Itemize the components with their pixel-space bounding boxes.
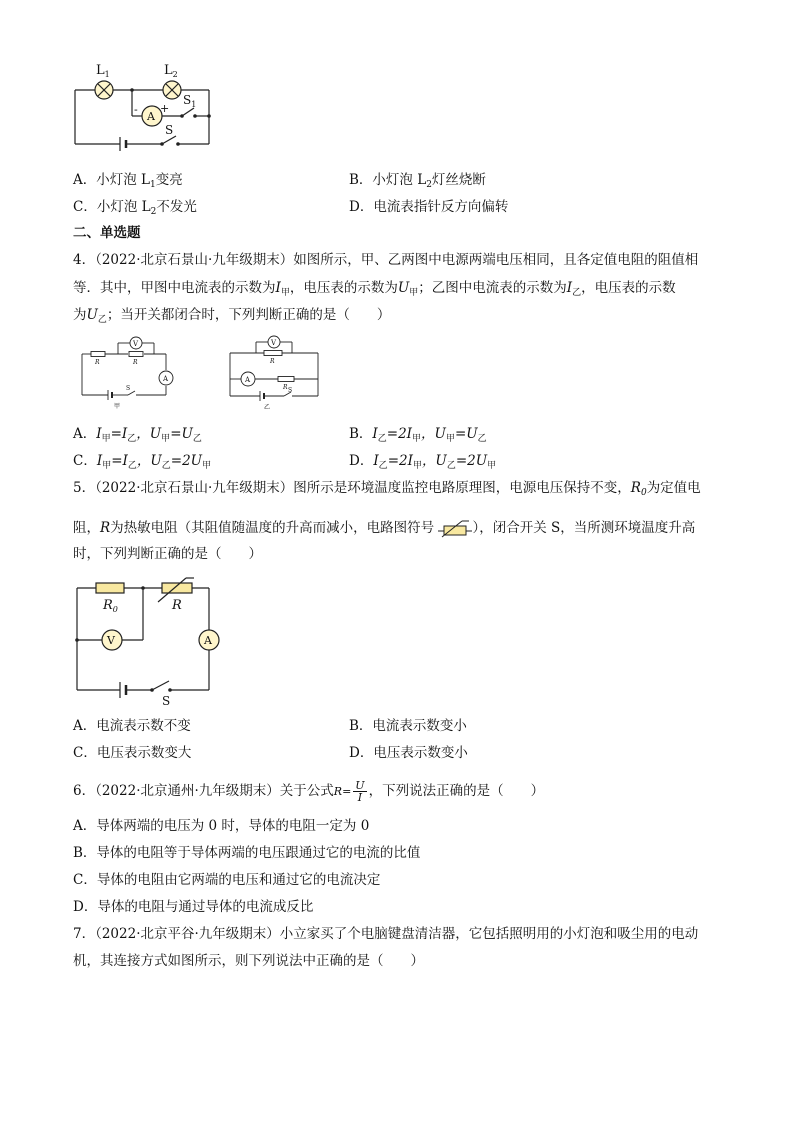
- q6-option-a[interactable]: A．导体两端的电压为 0 时，导体的电阻一定为 0: [73, 818, 370, 834]
- q4-stem-line3: 为$U_乙$；当开关都闭合时，下列判断正确的是（ ）: [73, 307, 391, 325]
- q5-stem-line1: 5．（2022·北京石景山·九年级期末）图所示是环境温度监控电路原理图，电源电压保持不变，$R_0$为定值电: [73, 480, 701, 498]
- lamp-l1: [95, 81, 113, 99]
- svg-text:R: R: [172, 598, 182, 613]
- svg-text:R: R: [283, 384, 288, 391]
- label-minus: -: [134, 103, 138, 116]
- svg-text:A: A: [163, 375, 169, 383]
- svg-text:R: R: [95, 359, 100, 366]
- q3-option-b[interactable]: B．小灯泡 $L_2$灯丝烧断: [349, 172, 486, 190]
- q5-circuit-diagram: [72, 578, 222, 708]
- q5-stem-line3: 时，下列判断正确的是（ ）: [73, 546, 262, 562]
- svg-text:甲: 甲: [114, 403, 121, 410]
- q4-circuit-jia: [78, 332, 178, 410]
- label-plus: +: [160, 102, 170, 115]
- q6-option-b[interactable]: B．导体的电阻等于导体两端的电压跟通过它的电流的比值: [73, 845, 421, 861]
- label-l1: $L_1$: [96, 63, 110, 79]
- q3-circuit-diagram: [70, 58, 220, 163]
- q3-option-c[interactable]: C．小灯泡 $L_2$不发光: [73, 199, 197, 217]
- svg-text:R: R: [270, 358, 275, 365]
- q6-option-c[interactable]: C．导体的电阻由它两端的电压和通过它的电流决定: [73, 872, 381, 888]
- label-s1: $S_1$: [183, 93, 197, 109]
- q4-option-d[interactable]: D．$I_乙=2I_甲$，$U_乙=2U_甲$: [349, 453, 497, 471]
- svg-text:R: R: [133, 359, 138, 366]
- q4-stem-line2: 等．其中，甲图中电流表的示数为$I_甲$，电压表的示数为$U_甲$；乙图中电流表的示数为$I_乙$，电压表的示数: [73, 280, 676, 298]
- q6-option-d[interactable]: D．导体的电阻与通过导体的电流成反比: [73, 899, 314, 915]
- q4-stem-line1: 4．（2022·北京石景山·九年级期末）如图所示，甲、乙两图中电源两端电压相同，且各定值电阻的阻值相: [73, 252, 699, 268]
- svg-text:S: S: [162, 694, 171, 708]
- svg-text:A: A: [245, 376, 251, 384]
- q5-option-b[interactable]: B．电流表示数变小: [349, 718, 467, 734]
- q5-option-c[interactable]: C．电压表示数变大: [73, 745, 192, 761]
- q4-circuit-yi: [226, 332, 326, 410]
- svg-text:A: A: [204, 634, 212, 647]
- q5-option-a[interactable]: A．电流表示数不变: [73, 718, 191, 734]
- svg-text:V: V: [271, 339, 277, 347]
- section-title: 二、单选题: [73, 225, 141, 241]
- q7-stem-line1: 7．（2022·北京平谷·九年级期末）小立家买了个电脑键盘清洁器，它包括照明用的小灯泡和吸尘用的电动: [73, 926, 699, 942]
- resistor-r0: [96, 583, 124, 593]
- q4-option-a[interactable]: A．$I_甲=I_乙$，$U_甲=U_乙$: [73, 426, 202, 444]
- svg-text:V: V: [107, 634, 115, 647]
- svg-text:S: S: [288, 387, 293, 394]
- q4-option-b[interactable]: B．$I_乙=2I_甲$，$U_甲=U_乙$: [349, 426, 487, 444]
- q3-option-d[interactable]: D．电流表指针反方向偏转: [349, 199, 509, 215]
- label-s: S: [165, 123, 174, 137]
- thermistor-r: [162, 583, 192, 593]
- formula-fraction: $\frac{U}{I}$: [355, 779, 365, 804]
- svg-text:S: S: [126, 385, 131, 392]
- svg-text:R0: $R_0$: [103, 598, 118, 614]
- q5-stem-line2: 阻，R为热敏电阻（其阻值随温度的升高而减小，电路图符号 ），闭合开关 S，当所测环境温度升高: [73, 516, 695, 538]
- svg-text:V: V: [133, 340, 139, 348]
- q3-option-a[interactable]: A．小灯泡 $L_1$变亮: [73, 172, 183, 190]
- q5-option-d[interactable]: D．电压表示数变小: [349, 745, 468, 761]
- q7-stem-line2: 机，其连接方式如图所示，则下列说法中正确的是（ ）: [73, 953, 424, 969]
- label-l2: $L_2$: [164, 63, 178, 79]
- svg-text:乙: 乙: [264, 404, 271, 411]
- lamp-l2: [163, 81, 181, 99]
- q4-option-c[interactable]: C．$I_甲=I_乙$，$U_乙=2U_甲$: [73, 453, 212, 471]
- thermistor-symbol: [438, 516, 472, 538]
- q6-stem: 6．（2022·北京通州·九年级期末）关于公式R= $\frac{U}{I}$ ，下列说法正确的是（ ）: [73, 779, 545, 804]
- label-ammeter: A: [147, 110, 155, 123]
